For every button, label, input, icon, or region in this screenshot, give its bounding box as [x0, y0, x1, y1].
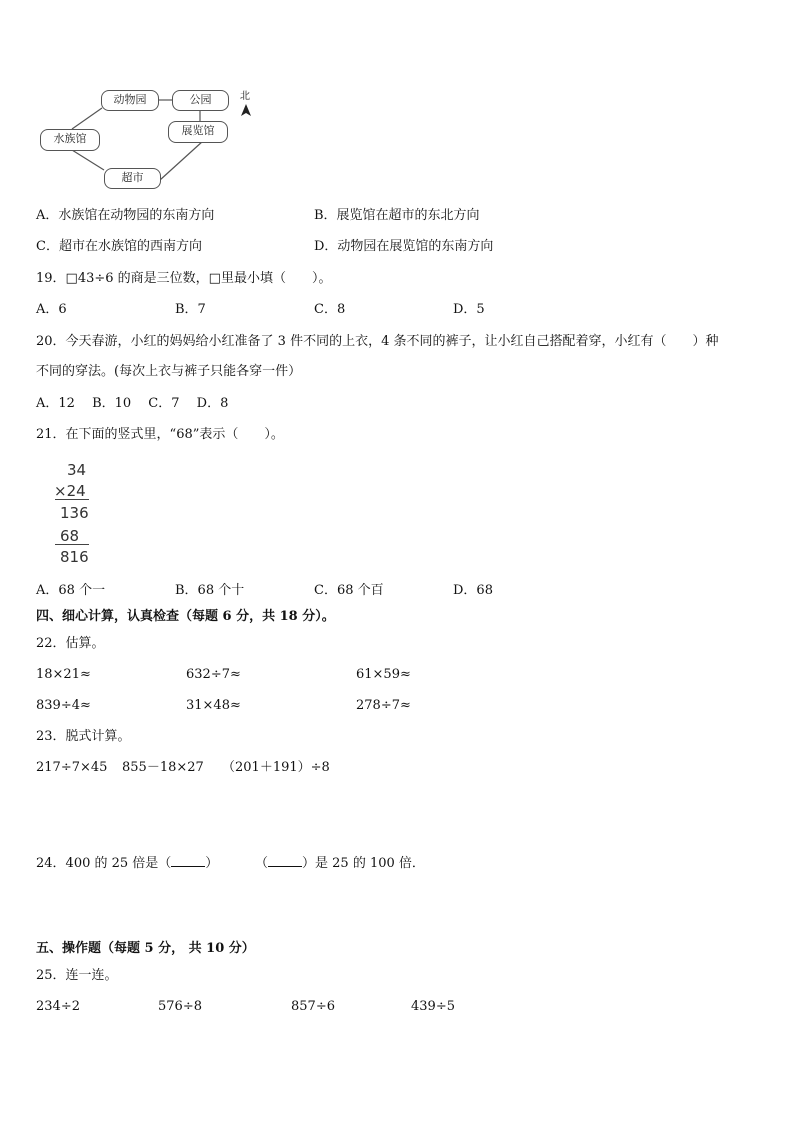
vertical-multiplier: ×24 — [54, 482, 86, 500]
q25-item: 439÷5 — [411, 999, 455, 1014]
map-node-park: 公园 — [172, 90, 229, 111]
q19-option-a: A．6 — [36, 302, 67, 317]
section-4-title: 四、细心计算，认真检查（每题 6 分，共 18 分）。 — [36, 609, 335, 624]
q22-item: 839÷4≈ — [36, 698, 91, 713]
q20-options: A．12 B．10 C．7 D．8 — [36, 396, 229, 411]
q25-item: 576÷8 — [158, 999, 202, 1014]
vertical-rule-1 — [55, 499, 89, 500]
vertical-multiplicand: 34 — [67, 461, 87, 479]
q21-option-c: C．68 个百 — [314, 583, 384, 598]
vertical-rule-2 — [55, 544, 89, 545]
q24-part-2-open: （ — [255, 856, 269, 871]
q23-item: 855－18×27 — [122, 760, 204, 775]
q22-item: 31×48≈ — [186, 698, 241, 713]
vertical-partial-2: 68 — [60, 527, 80, 545]
q21-option-a: A．68 个一 — [36, 583, 106, 598]
q18-option-a: A．水族馆在动物园的东南方向 — [36, 208, 215, 223]
q24-part-1 — [36, 854, 218, 872]
q20-stem-line1: 20．今天春游，小红的妈妈给小红准备了 3 件不同的上衣，4 条不同的裤子，让小红自己搭配着穿，小红有（ ）种 — [36, 334, 719, 349]
map-node-zoo: 动物园 — [101, 90, 159, 111]
q24-part-1-close: ） — [205, 856, 219, 871]
q23-stem: 23．脱式计算。 — [36, 729, 131, 744]
vertical-partial-1: 136 — [60, 504, 89, 522]
q18-option-b: B．展览馆在超市的东北方向 — [314, 208, 480, 223]
vertical-result: 816 — [60, 548, 89, 566]
q23-item: （201＋191）÷8 — [222, 760, 330, 775]
q24-part-2-text: ）是 25 的 100 倍． — [302, 856, 425, 871]
answer-blank[interactable] — [171, 854, 205, 867]
q18-option-d: D．动物园在展览馆的东南方向 — [314, 239, 494, 254]
q25-stem: 25．连一连。 — [36, 968, 118, 983]
q19-option-d: D．5 — [453, 302, 485, 317]
q22-item: 61×59≈ — [356, 667, 411, 682]
q25-item: 857÷6 — [291, 999, 335, 1014]
map-node-supermarket: 超市 — [104, 168, 161, 189]
q20-stem-line2: 不同的穿法。(每次上衣与裤子只能各穿一件） — [36, 364, 302, 379]
q21-stem: 21．在下面的竖式里，“68”表示（ ）。 — [36, 427, 284, 442]
q22-item: 632÷7≈ — [186, 667, 241, 682]
q18-option-c: C．超市在水族馆的西南方向 — [36, 239, 202, 254]
q22-stem: 22．估算。 — [36, 636, 105, 651]
q22-item: 278÷7≈ — [356, 698, 411, 713]
map-node-aquarium: 水族馆 — [40, 129, 100, 151]
q24-part-1-text: 24．400 的 25 倍是（ — [36, 856, 172, 871]
north-arrow-icon — [241, 104, 251, 116]
q21-option-d: D．68 — [453, 583, 493, 598]
map-node-exhibition: 展览馆 — [168, 121, 228, 143]
q19-option-c: C．8 — [314, 302, 346, 317]
q23-item: 217÷7×45 — [36, 760, 108, 775]
north-label: 北 — [240, 91, 250, 102]
answer-blank[interactable] — [268, 854, 302, 867]
q19-option-b: B．7 — [175, 302, 206, 317]
q24-part-2 — [255, 854, 425, 872]
q22-item: 18×21≈ — [36, 667, 91, 682]
q19-stem: 19．□43÷6 的商是三位数，□里最小填（ ）。 — [36, 271, 332, 286]
section-5-title: 五、操作题（每题 5 分， 共 10 分） — [36, 941, 255, 956]
q21-option-b: B．68 个十 — [175, 583, 245, 598]
q25-item: 234÷2 — [36, 999, 80, 1014]
